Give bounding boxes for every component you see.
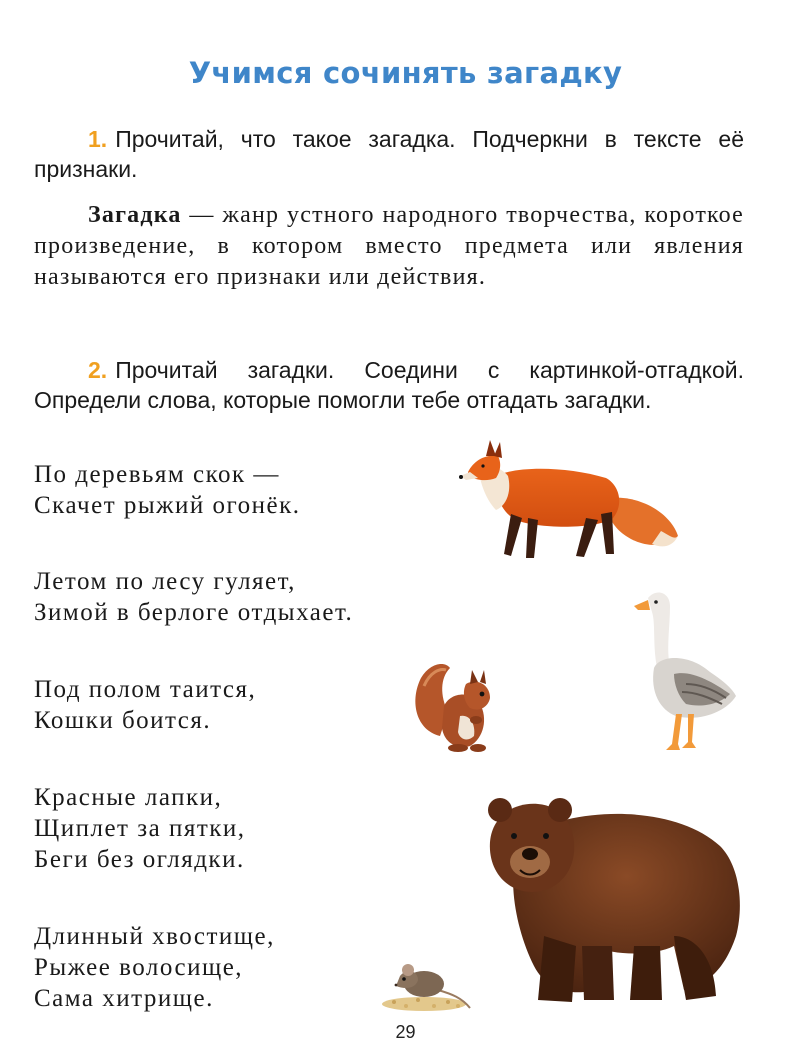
goose-image[interactable]	[630, 588, 738, 754]
fox-image[interactable]	[456, 436, 684, 566]
riddle-line: Скачет рыжий огонёк.	[34, 492, 301, 519]
riddle-goose	[34, 782, 246, 875]
riddle-line: Беги без оглядки.	[34, 846, 245, 873]
riddle-line: Зимой в берлоге отдыхает.	[34, 599, 354, 626]
bear-image[interactable]	[484, 796, 746, 1008]
task-2-text: Прочитай загадки. Соедини с картинкой-отгадкой. Определи слова, которые помогли тебе отгадать загадки.	[34, 357, 744, 413]
definition-term: Загадка	[88, 202, 182, 228]
riddle-mouse	[34, 674, 256, 736]
riddle-line: Сама хитрище.	[34, 985, 214, 1012]
riddle-line: Под полом таится,	[34, 676, 257, 703]
riddle-line: Красные лапки,	[34, 784, 223, 811]
riddle-bear	[34, 566, 353, 628]
mouse-image[interactable]	[378, 954, 474, 1012]
riddle-definition	[34, 200, 744, 293]
squirrel-image[interactable]	[410, 656, 496, 754]
riddle-line: Кошки боится.	[34, 707, 212, 734]
definition-text: — жанр устного народного творчества, короткое произведение, в котором вместо предмета или явления называются его признаки или действия.	[34, 202, 744, 290]
riddle-line: По деревьям скок —	[34, 461, 280, 488]
task-1	[34, 124, 744, 184]
riddle-line: Длинный хвостище,	[34, 923, 275, 950]
riddle-line: Летом по лесу гуляет,	[34, 568, 296, 595]
riddle-fox	[34, 459, 300, 521]
task-1-number: 1.	[88, 126, 108, 152]
riddle-line: Рыжее волосище,	[34, 954, 244, 981]
riddle-squirrel	[34, 921, 275, 1014]
task-2	[34, 355, 744, 415]
task-2-number: 2.	[88, 357, 108, 383]
riddle-line: Щиплет за пятки,	[34, 815, 246, 842]
page-title: Учимся сочинять загадку	[188, 56, 623, 90]
page-number: 29	[395, 1022, 416, 1042]
task-1-text: Прочитай, что такое загадка. Подчеркни в тексте её признаки.	[34, 126, 744, 182]
